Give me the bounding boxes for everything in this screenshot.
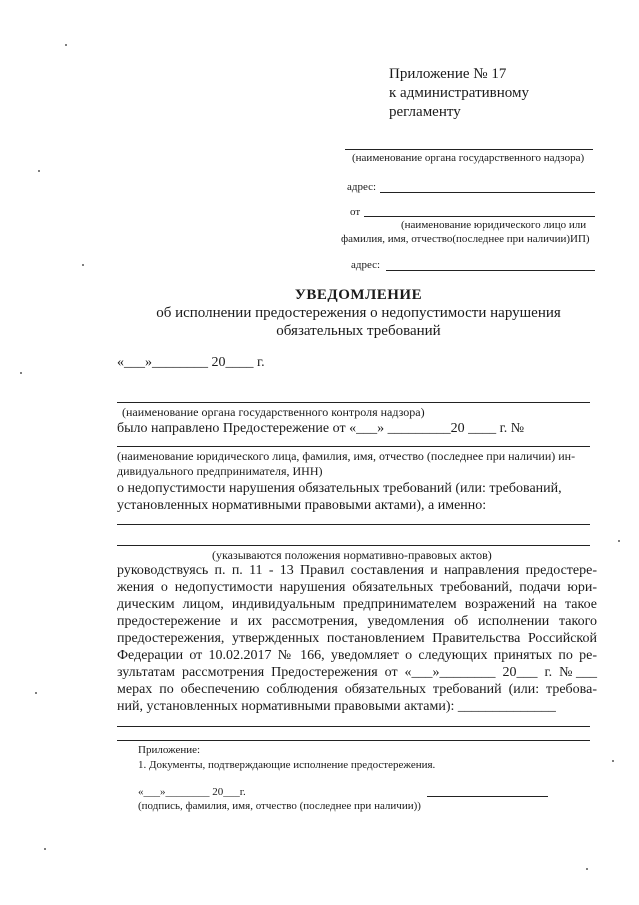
recipient-address-label: адрес: [347, 181, 377, 193]
signature-caption: (подпись, фамилия, имя, отчество (последнее при наличии)) [138, 800, 421, 812]
blank-line-3 [117, 726, 590, 727]
scan-speck [618, 540, 620, 542]
scan-speck [82, 264, 84, 266]
recipient-org-caption: (наименование органа государственного надзора) [352, 152, 585, 164]
paragraph-line-7: зультатам рассмотрения Предостережения от «___»________ 20___ г. №___ [117, 665, 597, 680]
entity-line [117, 446, 590, 447]
attachment-label: Приложение: [138, 744, 201, 756]
blank-line-4 [117, 740, 590, 741]
scan-speck [38, 170, 40, 172]
from-caption-1: (наименование юридического лицо или [401, 219, 587, 231]
address2-label: адрес: [351, 259, 381, 271]
paragraph-line-4: предостережение и их рассмотрения, уведомления об исполнении такого [117, 614, 597, 629]
scan-speck [65, 44, 67, 46]
paragraph-line-5: предостережения, утвержденных постановлением Правительства Российской [117, 631, 597, 646]
signature-date: «___»________ 20___г. [138, 786, 246, 798]
scan-speck [612, 760, 614, 762]
notice-title: УВЕДОМЛЕНИЕ [294, 287, 423, 303]
paragraph-line-8: мерах по обеспечению соблюдения обязательных требований (или: требова- [117, 682, 597, 697]
address2-line [386, 270, 595, 271]
sent-line: было направлено Предостережение от «___» _________20 ____ г. № [117, 421, 525, 436]
from-caption-2: фамилия, имя, отчество(последнее при наличии)ИП) [341, 233, 590, 245]
recipient-org-line [345, 149, 593, 150]
scan-speck [586, 868, 588, 870]
requirements-line-1: о недопустимости нарушения обязательных требований (или: требований, [117, 481, 562, 496]
entity-caption-1: (наименование юридического лица, фамилия, имя, отчество (последнее при наличии) ин- [117, 449, 576, 463]
scan-speck [35, 692, 37, 694]
notice-date: «___»________ 20____ г. [117, 355, 265, 370]
appendix-line-2: к административному [389, 85, 529, 101]
notice-subtitle-2: обязательных требований [276, 323, 441, 339]
paragraph-line-1: руководствуясь п. п. 11 - 13 Правил составления и направления предостере- [117, 563, 597, 578]
scan-speck [44, 848, 46, 850]
entity-caption-2: дивидуального предпринимателя, ИНН) [117, 464, 323, 478]
blank-line-2 [117, 545, 590, 546]
paragraph-line-2: жения о недопустимости нарушения обязательных требований, подачи юри- [117, 580, 597, 595]
body-org-line [117, 402, 590, 403]
acts-caption: (указываются положения нормативно-правовых актов) [212, 548, 492, 562]
from-label: от [350, 206, 361, 218]
paragraph-line-3: дическим лицом, индивидуальным предпринимателем возражений на такое [117, 597, 597, 612]
appendix-line-3: регламенту [389, 104, 461, 120]
notice-subtitle-1: об исполнении предостережения о недопустимости нарушения [156, 305, 561, 321]
requirements-line-2: установленных нормативными правовыми актами), а именно: [117, 498, 487, 513]
appendix-number: Приложение № 17 [389, 66, 507, 82]
scan-speck [20, 372, 22, 374]
paragraph-last-line: ний, установленных нормативными правовыми актами): ______________ [117, 699, 556, 714]
paragraph-line-6: Федерации от 10.02.2017 № 166, уведомляет о следующих принятых по ре- [117, 648, 597, 663]
signature-line [427, 796, 548, 797]
from-line [364, 216, 595, 217]
recipient-address-line [380, 192, 595, 193]
body-org-caption: (наименование органа государственного контроля надзора) [122, 405, 425, 419]
blank-line-1 [117, 524, 590, 525]
attachment-item: 1. Документы, подтверждающие исполнение предостережения. [138, 759, 436, 771]
